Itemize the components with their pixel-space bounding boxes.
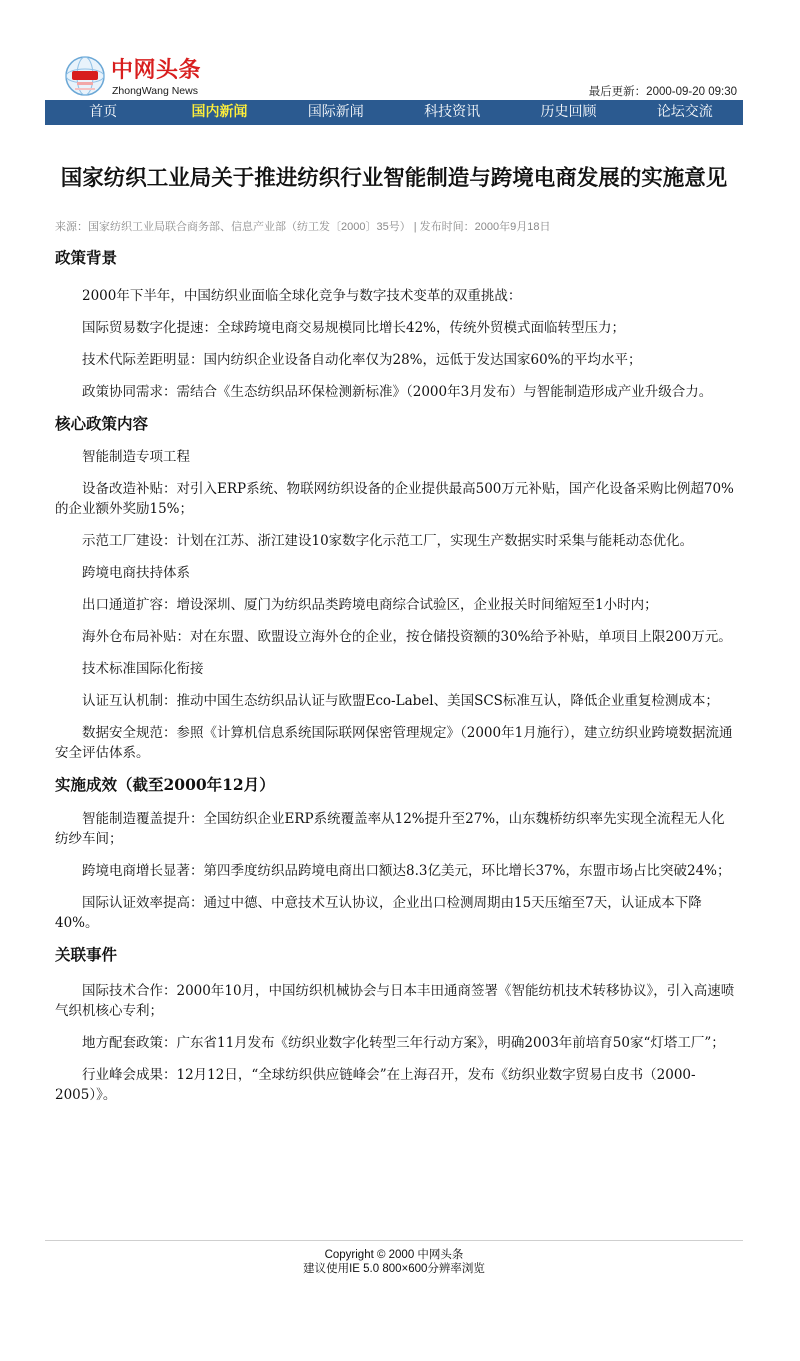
main-navbar bbox=[45, 100, 743, 125]
section-heading: 关联事件 bbox=[55, 945, 118, 964]
paragraph: 示范工厂建设：计划在江苏、浙江建设10家数字化示范工厂，实现生产数据实时采集与能耗动态优化。 bbox=[82, 533, 694, 549]
logo-english-name: ZhongWang News bbox=[112, 85, 198, 97]
paragraph: 海外仓布局补贴：对在东盟、欧盟设立海外仓的企业，按仓储投资额的30%给予补贴，单项目上限200万元。 bbox=[82, 629, 732, 645]
section-heading: 实施成效（截至2000年12月） bbox=[55, 775, 275, 794]
nav-forum[interactable]: 论坛交流 bbox=[656, 104, 713, 120]
subsection-heading: 智能制造专项工程 bbox=[82, 449, 190, 465]
paragraph: 政策协同需求：需结合《生态纺织品环保检测新标准》（2000年3月发布）与智能制造形成产业升级合力。 bbox=[82, 384, 713, 400]
section-heading: 政策背景 bbox=[55, 248, 118, 267]
nav-domestic-news[interactable]: 国内新闻 bbox=[191, 104, 248, 120]
last-update-text: 最后更新：2000-09-20 09:30 bbox=[588, 86, 737, 98]
nav-home[interactable]: 首页 bbox=[89, 104, 118, 120]
paragraph: 行业峰会成果：12月12日，“全球纺织供应链峰会”在上海召开，发布《纺织业数字贸易白皮书（2000-2005）》。 bbox=[55, 1067, 696, 1103]
paragraph: 2000年下半年，中国纺织业面临全球化竞争与数字技术变革的双重挑战： bbox=[82, 288, 522, 304]
nav-tech-news[interactable]: 科技资讯 bbox=[424, 104, 481, 120]
paragraph: 设备改造补贴：对引入ERP系统、物联网纺织设备的企业提供最高500万元补贴，国产化设备采购比例超70%的企业额外奖励15%； bbox=[55, 481, 734, 517]
article-meta: 来源：国家纺织工业局联合商务部、信息产业部（纺工发〔2000〕35号） | 发布时间：2000年9月18日 bbox=[55, 221, 551, 233]
paragraph: 技术代际差距明显：国内纺织企业设备自动化率仅为28%，远低于发达国家60%的平均水平； bbox=[82, 352, 642, 368]
footer-browser-advice: 建议使用IE 5.0 800×600分辨率浏览 bbox=[303, 1263, 485, 1275]
paragraph: 地方配套政策：广东省11月发布《纺织业数字化转型三年行动方案》，明确2003年前培育50家“灯塔工厂”； bbox=[82, 1035, 725, 1051]
article-body bbox=[55, 248, 735, 1105]
paragraph: 国际认证效率提高：通过中德、中意技术互认协议，企业出口检测周期由15天压缩至7天，认证成本下降40%。 bbox=[55, 895, 702, 931]
logo-chinese-name: 中网头条 bbox=[111, 58, 202, 83]
section-heading: 核心政策内容 bbox=[55, 414, 149, 433]
footer-divider bbox=[45, 1240, 743, 1241]
paragraph: 出口通道扩容：增设深圳、厦门为纺织品类跨境电商综合试验区，企业报关时间缩短至1小时内； bbox=[82, 597, 658, 613]
nav-international-news[interactable]: 国际新闻 bbox=[307, 104, 364, 120]
site-footer bbox=[45, 1248, 743, 1276]
paragraph: 智能制造覆盖提升：全国纺织企业ERP系统覆盖率从12%提升至27%，山东魏桥纺织率先实现全流程无人化纺纱车间； bbox=[55, 811, 725, 847]
nav-history[interactable]: 历史回顾 bbox=[540, 104, 597, 120]
paragraph: 数据安全规范：参照《计算机信息系统国际联网保密管理规定》（2000年1月施行），建立纺织业跨境数据流通安全评估体系。 bbox=[55, 725, 733, 761]
subsection-heading: 技术标准国际化衔接 bbox=[82, 661, 204, 677]
footer-copyright: Copyright © 2000 中网头条 bbox=[324, 1249, 464, 1261]
paragraph: 国际技术合作：2000年10月，中国纺织机械协会与日本丰田通商签署《智能纺机技术转移协议》，引入高速喷气织机核心专利； bbox=[55, 983, 735, 1019]
paragraph: 跨境电商增长显著：第四季度纺织品跨境电商出口额达8.3亿美元，环比增长37%，东盟市场占比突破24%； bbox=[82, 863, 731, 879]
logo-globe-icon bbox=[63, 54, 107, 98]
subsection-heading: 跨境电商扶持体系 bbox=[82, 565, 190, 581]
site-header bbox=[45, 45, 743, 97]
paragraph: 认证互认机制：推动中国生态纺织品认证与欧盟Eco-Label、美国SCS标准互认，降低企业重复检测成本； bbox=[82, 693, 719, 709]
article-title: 国家纺织工业局关于推进纺织行业智能制造与跨境电商发展的实施意见 bbox=[60, 166, 728, 192]
site-logo[interactable] bbox=[63, 53, 213, 98]
paragraph: 国际贸易数字化提速：全球跨境电商交易规模同比增长42%，传统外贸模式面临转型压力； bbox=[82, 320, 626, 336]
